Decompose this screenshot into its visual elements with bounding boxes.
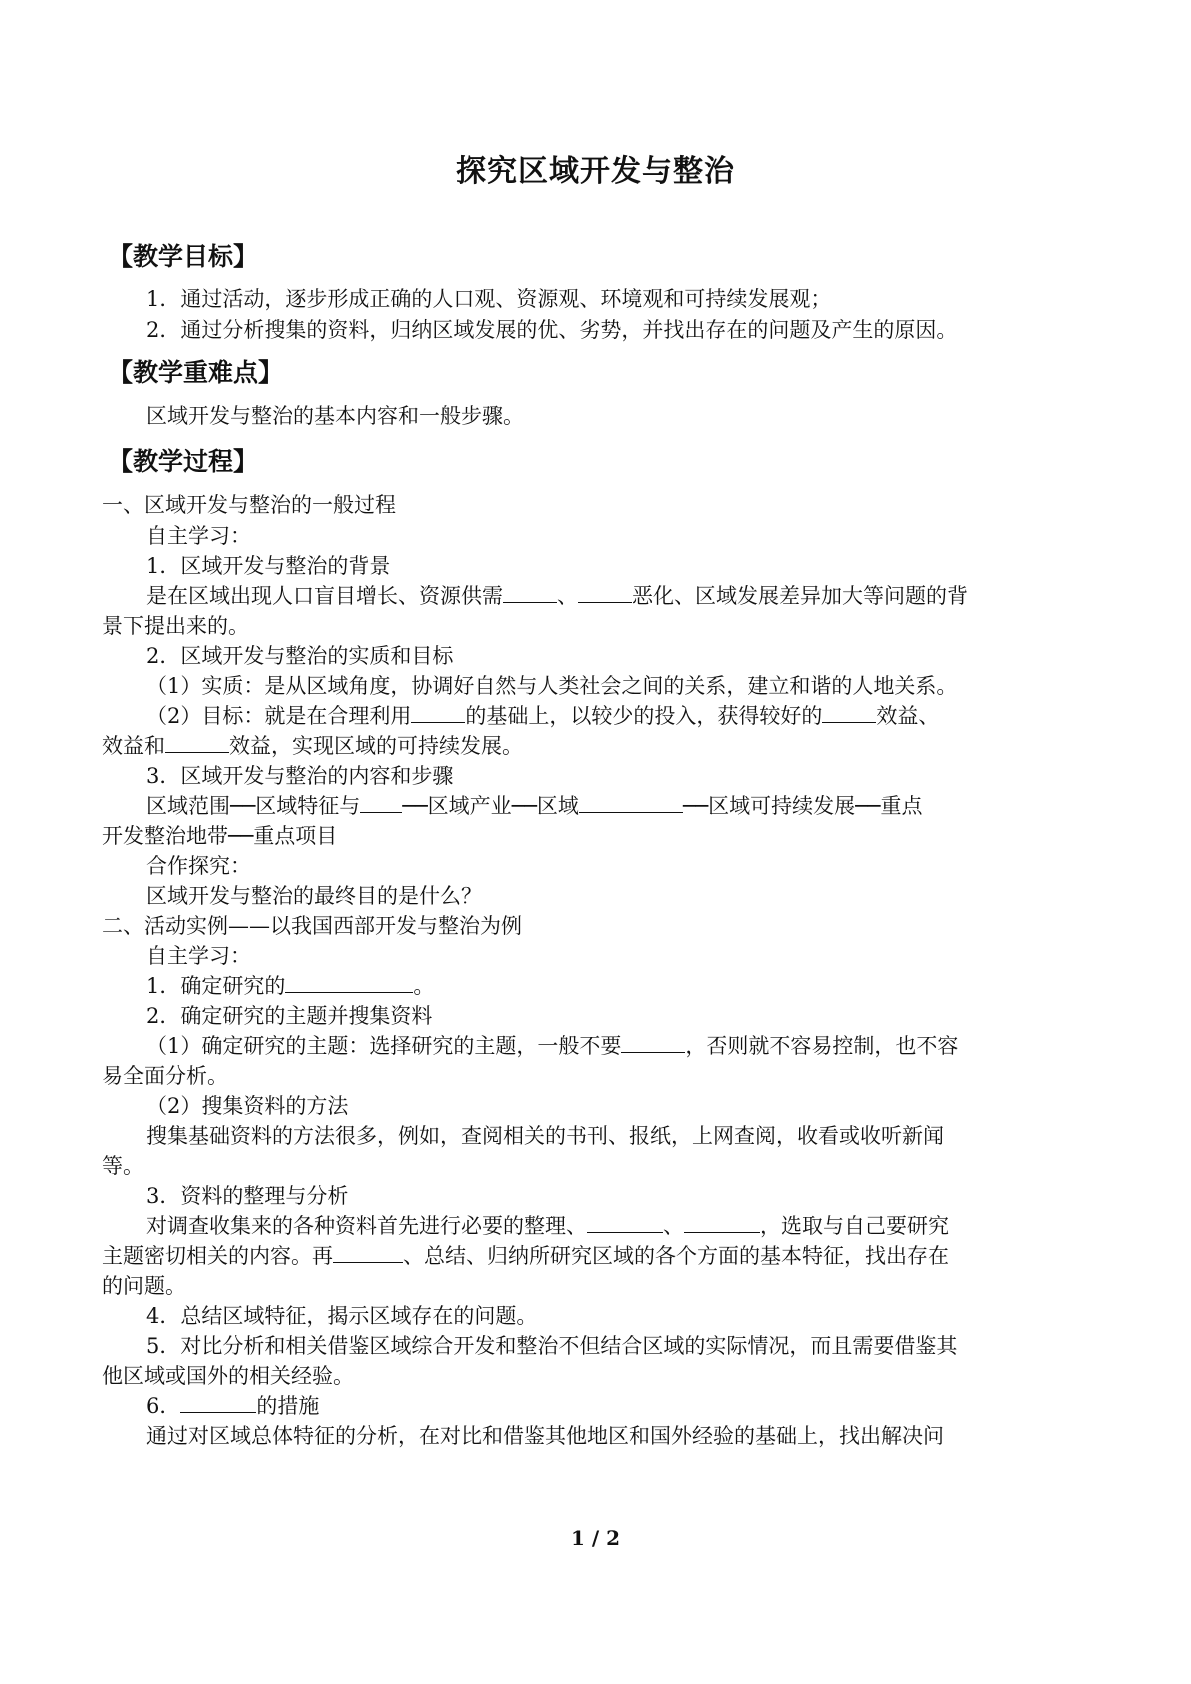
self-study-label: 自主学习： (146, 524, 251, 548)
item2-goal-text-d: 效益和 (102, 734, 165, 758)
step3-text-e: 、总结、归纳所研究区域的各个方面的基本特征，找出存在 (403, 1244, 949, 1268)
step6-text-b: 的措施 (256, 1394, 320, 1418)
step3-text-b: 、 (663, 1214, 684, 1238)
step2-1-line-2: 易全面分析。 (102, 1064, 228, 1088)
item1-text-c: 恶化、区域发展差异加大等问题的背 (632, 584, 968, 608)
section-heading-key-points: 【教学重难点】 (108, 358, 284, 387)
step3-text-a: 对调查收集来的各种资料首先进行必要的整理、 (146, 1214, 587, 1238)
coop-question: 区域开发与整治的最终目的是什么？ (146, 884, 482, 908)
step2-title: 2．确定研究的主题并搜集资料 (146, 1004, 433, 1028)
step2-2-line-2: 等。 (102, 1154, 144, 1178)
fill-blank (822, 702, 876, 723)
fill-blank (411, 702, 465, 723)
fill-blank (579, 792, 683, 813)
step3-text-c: ，选取与自己要研究 (760, 1214, 949, 1238)
fill-blank (578, 582, 632, 603)
item2-essence: （1）实质：是从区域角度，协调好自然与人类社会之间的关系，建立和谐的人地关系。 (146, 674, 958, 698)
step5-line-2: 他区域或国外的相关经验。 (102, 1364, 354, 1388)
part2-title: 二、活动实例——以我国西部开发与整治为例 (102, 914, 522, 938)
step4-line: 4．总结区域特征，揭示区域存在的问题。 (146, 1304, 538, 1328)
item2-goal-text-a: （2）目标：就是在合理利用 (146, 704, 412, 728)
fill-blank (621, 1032, 685, 1053)
item3-text-a: 区域范围──区域特征与 (146, 794, 361, 818)
item1-line (146, 581, 968, 611)
fill-blank (587, 1212, 663, 1233)
step3-line-2 (102, 1241, 949, 1271)
step5-line: 5．对比分析和相关借鉴区域综合开发和整治不但结合区域的实际情况，而且需要借鉴其 (146, 1334, 958, 1358)
part1-title: 一、区域开发与整治的一般过程 (102, 493, 396, 517)
item2-goal-line-2 (102, 731, 523, 761)
step2-1-text-a: （1）确定研究的主题：选择研究的主题，一般不要 (146, 1034, 622, 1058)
coop-label: 合作探究： (146, 854, 251, 878)
step2-2-title: （2）搜集资料的方法 (146, 1094, 349, 1118)
step2-1-line (146, 1031, 958, 1061)
page-number: 1 / 2 (570, 1526, 621, 1550)
self-study-label-2: 自主学习： (146, 944, 251, 968)
step3-text-d: 主题密切相关的内容。再 (102, 1244, 333, 1268)
item2-goal-line (146, 701, 939, 731)
item3-title: 3．区域开发与整治的内容和步骤 (146, 764, 454, 788)
fill-blank (503, 582, 557, 603)
step3-title: 3．资料的整理与分析 (146, 1184, 349, 1208)
step1-text-b: 。 (413, 974, 435, 998)
item2-goal-text-e: 效益，实现区域的可持续发展。 (229, 734, 523, 758)
step1-line (146, 971, 434, 1001)
item2-goal-text-c: 效益、 (876, 704, 940, 728)
step6-line-2: 通过对区域总体特征的分析，在对比和借鉴其他地区和国外经验的基础上，找出解决问 (146, 1424, 944, 1448)
step3-line (146, 1211, 949, 1241)
item3-line-2: 开发整治地带──重点项目 (102, 824, 338, 848)
goal-item-1: 1．通过活动，逐步形成正确的人口观、资源观、环境观和可持续发展观； (146, 287, 832, 311)
fill-blank (285, 972, 413, 993)
step2-2-line: 搜集基础资料的方法很多，例如，查阅相关的书刊、报纸，上网查阅，收看或收听新闻 (146, 1124, 944, 1148)
step6-text-a: 6． (146, 1394, 181, 1418)
item1-title: 1．区域开发与整治的背景 (146, 554, 391, 578)
item2-title: 2．区域开发与整治的实质和目标 (146, 644, 454, 668)
section-heading-goals: 【教学目标】 (108, 242, 259, 271)
goal-item-2: 2．通过分析搜集的资料，归纳区域发展的优、劣势，并找出存在的问题及产生的原因。 (146, 318, 958, 342)
fill-blank (333, 1242, 403, 1263)
page-title: 探究区域开发与整治 (456, 154, 735, 189)
item3-line (146, 791, 922, 821)
step1-text-a: 1．确定研究的 (146, 974, 286, 998)
fill-blank (165, 732, 229, 753)
step3-line-3: 的问题。 (102, 1274, 186, 1298)
fill-blank (180, 1392, 256, 1413)
item1-line-2: 景下提出来的。 (102, 614, 249, 638)
step6-line (146, 1391, 319, 1421)
section-heading-process: 【教学过程】 (108, 447, 259, 476)
fill-blank (360, 792, 402, 813)
item3-text-c: ──区域可持续发展──重点 (682, 794, 923, 818)
item3-text-b: ──区域产业──区域 (402, 794, 579, 818)
item2-goal-text-b: 的基础上，以较少的投入，获得较好的 (465, 704, 823, 728)
step2-1-text-b: ，否则就不容易控制，也不容 (685, 1034, 959, 1058)
key-point-text: 区域开发与整治的基本内容和一般步骤。 (146, 404, 524, 428)
fill-blank (684, 1212, 760, 1233)
item1-text-a: 是在区域出现人口盲目增长、资源供需 (146, 584, 503, 608)
item1-text-b: 、 (557, 584, 578, 608)
